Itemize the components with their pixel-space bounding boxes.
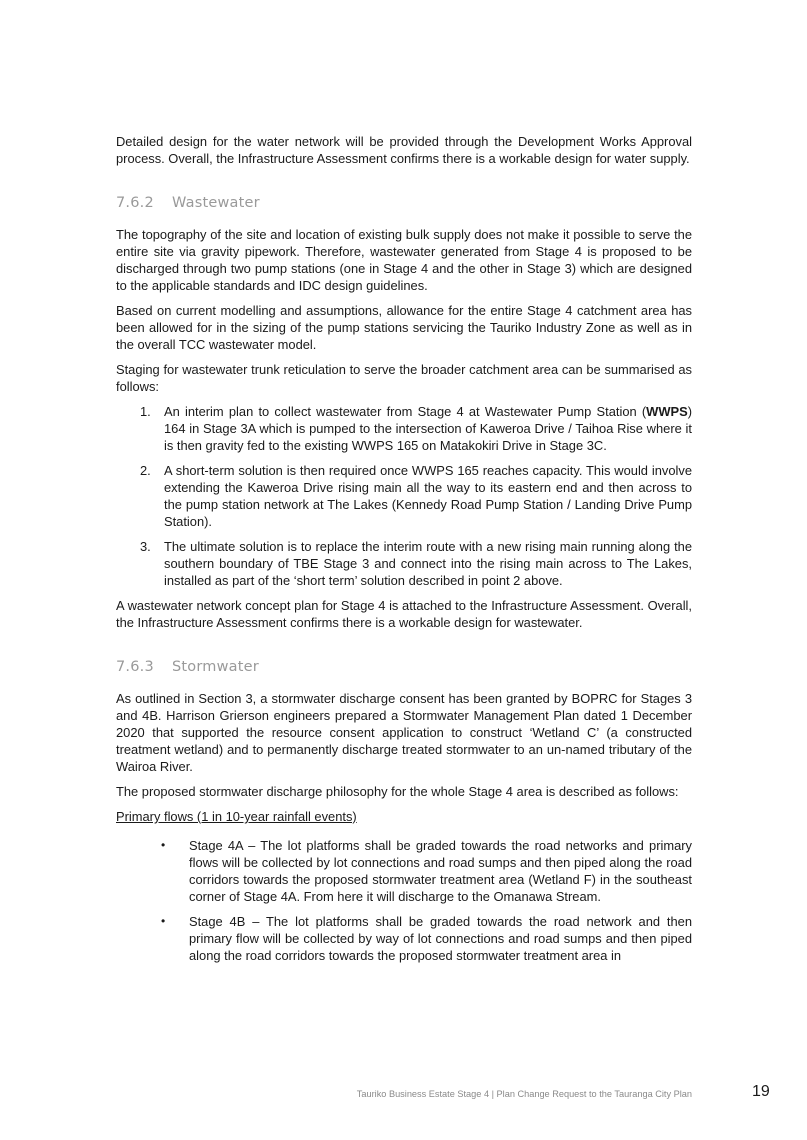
list-item-bold: WWPS — [646, 404, 688, 419]
primary-flows-subheading: Primary flows (1 in 10-year rainfall events) — [116, 809, 357, 824]
list-item-text: The ultimate solution is to replace the interim route with a new rising main running along the southern boundary of TBE Stage 3 and connect into the rising main across to The Lakes, installed as part of the ‘short term’ solution described in point 2 above. — [164, 539, 692, 588]
section-heading-wastewater — [116, 193, 692, 213]
list-marker: 3. — [140, 539, 151, 554]
intro-paragraph: Detailed design for the water network will be provided through the Development Works Approval process. Overall, the Infrastructure Assessment confirms there is a workable design for water supply. — [116, 134, 692, 166]
list-item — [116, 462, 692, 530]
list-marker: 1. — [140, 404, 151, 419]
wastewater-paragraph-1: The topography of the site and location of existing bulk supply does not make it possible to serve the entire site via gravity pipework. Therefore, wastewater generated from Stage 4 is proposed to be discharged through two pump stations (one in Stage 4 and the other in Stage 3) which are designed to the applicable standards and IDC design guidelines. — [116, 227, 692, 293]
list-item-text: Stage 4A – The lot platforms shall be graded towards the road networks and primary flows will be collected by lot connections and road sumps and then piped along the road corridors towards the proposed stormwater treatment area (Wetland F) in the southeast corner of Stage 4A. From here it will discharge to the Omanawa Stream. — [189, 838, 692, 904]
section-heading-stormwater — [116, 657, 692, 677]
list-item — [116, 538, 692, 589]
page-footer: Tauriko Business Estate Stage 4 | Plan Change Request to the Tauranga City Plan — [356, 1089, 692, 1099]
bullet-icon: • — [161, 838, 166, 852]
list-marker: 2. — [140, 463, 151, 478]
stormwater-bullet-list — [116, 837, 692, 964]
wastewater-staging-list — [116, 403, 692, 589]
section-title: Wastewater — [172, 195, 260, 211]
page-content — [116, 133, 692, 972]
bullet-icon: • — [161, 914, 166, 928]
list-item-text: A short-term solution is then required once WWPS 165 reaches capacity. This would involve extending the Kaweroa Drive rising main all the way to its eastern end and then across to the pump station network at The Lakes (Kennedy Road Pump Station / Landing Drive Pump Station). — [164, 463, 692, 529]
section-number: 7.6.2 — [116, 195, 154, 211]
list-item-text: An interim plan to collect wastewater from Stage 4 at Wastewater Pump Station ( — [164, 404, 647, 419]
section-number: 7.6.3 — [116, 659, 154, 675]
wastewater-paragraph-2: Based on current modelling and assumptions, allowance for the entire Stage 4 catchment area has been allowed for in the sizing of the pump stations servicing the Tauriko Industry Zone as well as in the overall TCC wastewater model. — [116, 303, 692, 352]
list-item-text: Stage 4B – The lot platforms shall be graded towards the road network and then primary flow will be collected by way of lot connections and road sumps and then piped along the road corridors towards the proposed stormwater treatment area in — [189, 914, 692, 963]
stormwater-paragraph-1: As outlined in Section 3, a stormwater discharge consent has been granted by BOPRC for Stages 3 and 4B. Harrison Grierson engineers prepared a Stormwater Management Plan dated 1 December 2020 that supported the resource consent application to construct ‘Wetland C’ (a constructed treatment wetland) and to permanently discharge treated stormwater to an un-named tributary of the Wairoa River. — [116, 691, 692, 774]
wastewater-paragraph-4: A wastewater network concept plan for Stage 4 is attached to the Infrastructure Assessment. Overall, the Infrastructure Assessment confirms there is a workable design for wastewater. — [116, 598, 692, 630]
list-item-text: ) 164 in Stage 3A which is pumped to the intersection of Kaweroa Drive / Taihoa Rise where it is then gravity fed to the existing WWPS 165 on Matakokiri Drive in Stage 3C. — [164, 404, 692, 453]
wastewater-paragraph-3: Staging for wastewater trunk reticulation to serve the broader catchment area can be summarised as follows: — [116, 362, 692, 394]
list-item — [116, 913, 692, 964]
list-item — [116, 837, 692, 905]
section-title: Stormwater — [172, 659, 259, 675]
stormwater-paragraph-2: The proposed stormwater discharge philosophy for the whole Stage 4 area is described as follows: — [116, 784, 679, 799]
list-item — [116, 403, 692, 454]
page-number: 19 — [752, 1083, 770, 1100]
